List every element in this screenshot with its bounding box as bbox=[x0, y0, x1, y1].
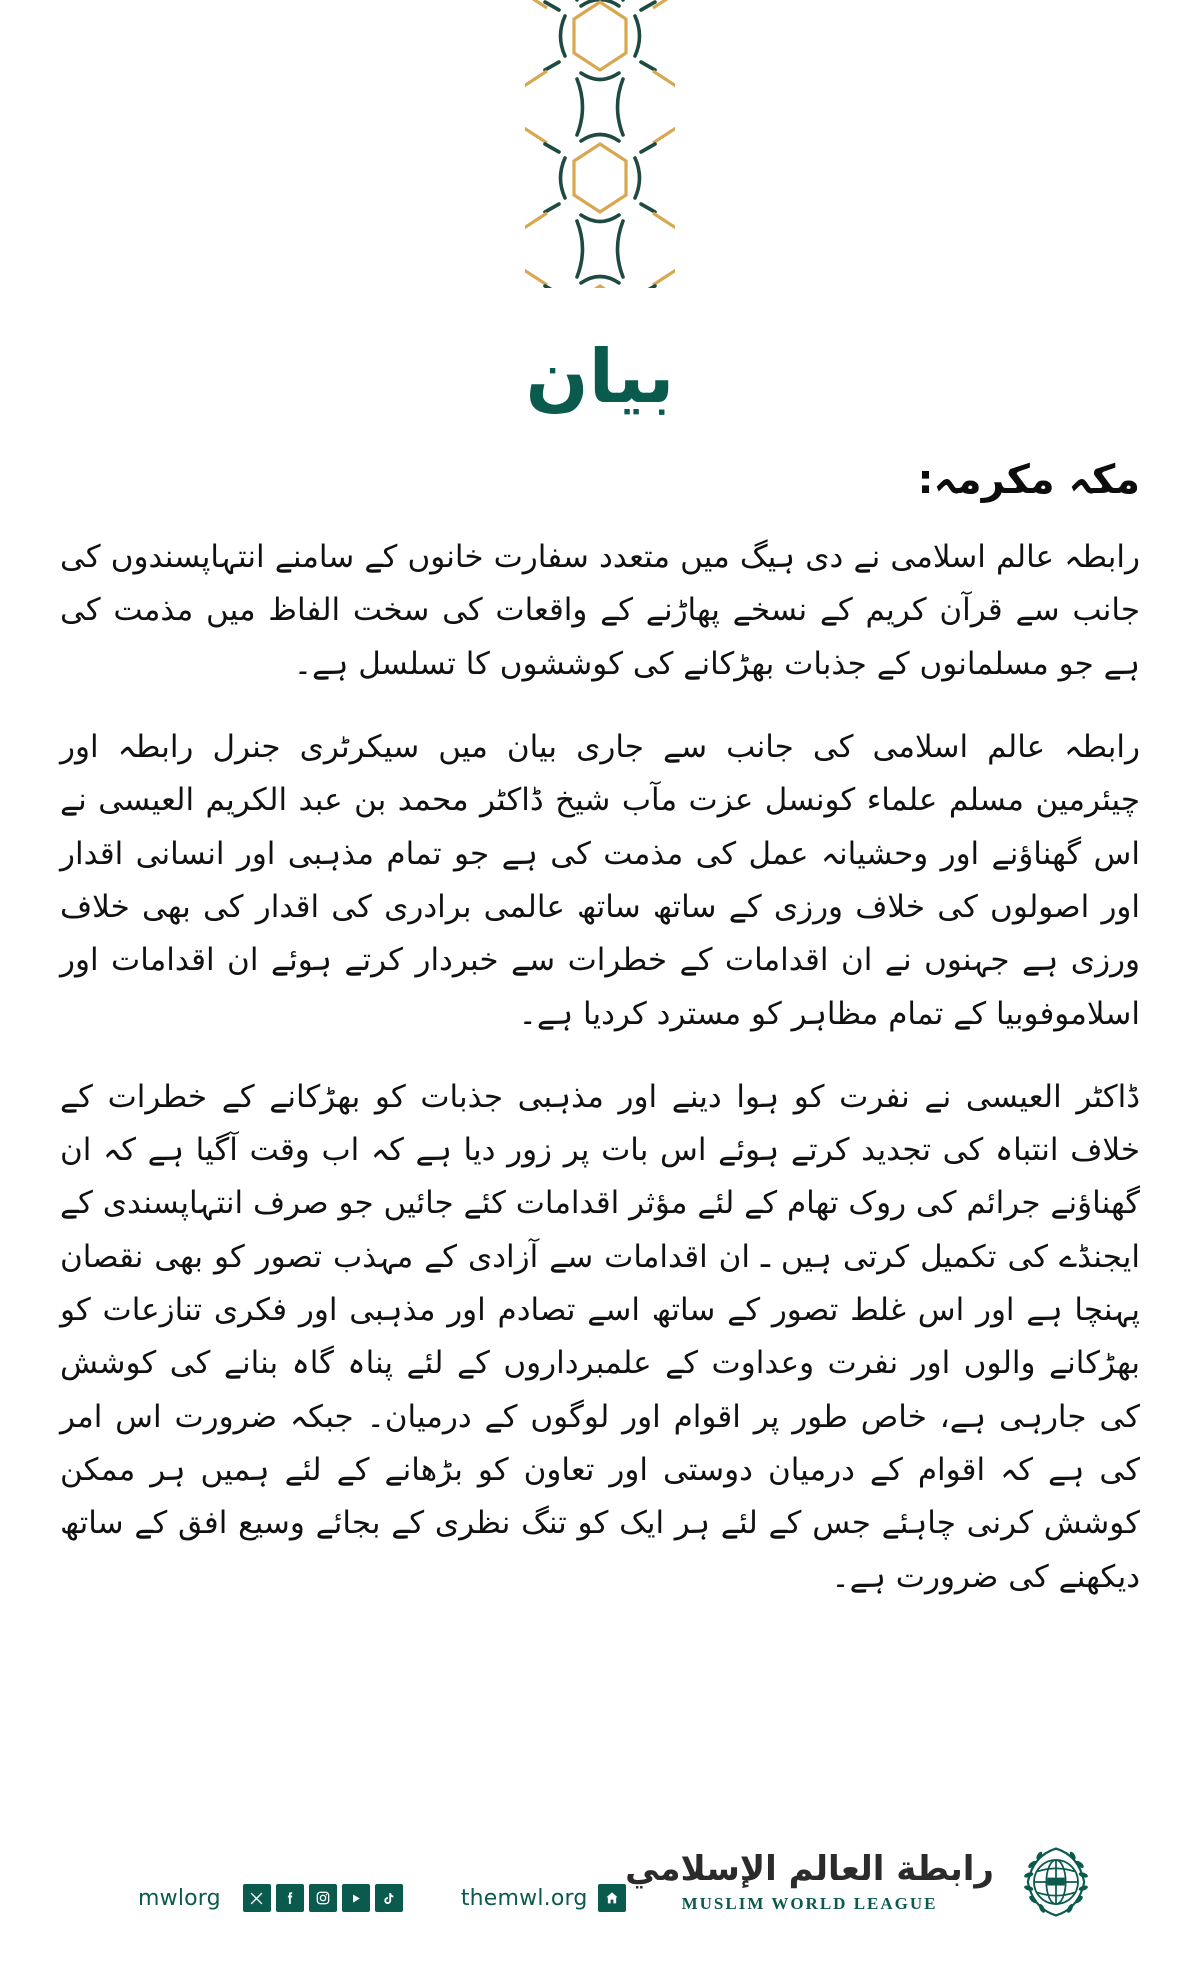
page-title: بيان bbox=[525, 334, 675, 420]
instagram-icon[interactable] bbox=[309, 1884, 337, 1912]
logo-arabic-name: رابطة العالم الإسلامي bbox=[625, 1849, 994, 1890]
logo-english-name: MUSLIM WORLD LEAGUE bbox=[681, 1893, 938, 1913]
tiktok-icon[interactable] bbox=[375, 1884, 403, 1912]
website-label: themwl.org bbox=[460, 1885, 588, 1911]
social-handle: mwlorg bbox=[138, 1885, 221, 1911]
youtube-icon[interactable] bbox=[342, 1884, 370, 1912]
mwl-logo bbox=[625, 1838, 1100, 1926]
top-ornament-band bbox=[525, 0, 675, 288]
statement-body bbox=[60, 455, 1140, 1604]
ornament-pattern bbox=[525, 0, 675, 288]
social-icon-list bbox=[243, 1884, 403, 1912]
paragraph-2: رابطہ عالم اسلامی کی جانب سے جاری بیان میں سیکرٹری جنرل رابطہ اور چیئرمین مسلم علماء کونسل عزت مآب شیخ ڈاکٹر محمد بن عبد الکریم العیسی نے اس گھناؤنے اور وحشیانہ عمل کی مذمت کی ہے جو تمام مذہبی اور انسانی اقدار اور اصولوں کی خلاف ورزی کے ساتھ ساتھ عالمی برادری کی اقدار کی بھی خلاف ورزی ہے جہنوں نے ان اقدامات کے خطرات سے خبردار کرتے ہوئے ان اقدامات اور اسلاموفوبیا کے تمام مظاہر کو مسترد کردیا ہے۔ bbox=[60, 728, 1140, 1032]
paragraph-3: ڈاکٹر العیسی نے نفرت کو ہوا دینے اور مذہبی جذبات کو بھڑکانے کے خطرات کے خلاف انتباہ کی تجدید کرتے ہوئے اس بات پر زور دیا ہے کہ اب وقت آگیا ہے کہ ان گھناؤنے جرائم کی روک تھام کے لئے مؤثر اقدامات کئے جائیں جو صرف انتہاپسندی کے ایجنڈے کی تکمیل کرتی ہیں ـ ان اقدامات سے آزادی کے مہذب تصور کو بھی نقصان پہنچا ہے اور اس غلط تصور کے ساتھ اسے تصادم اور مذہبی اور فکری تنازعات کو بھڑکانے والوں اور نفرت وعداوت کے علمبرداروں کے لئے پناہ گاہ بنانے کی کوشش کی جارہی ہے، خاص طور پر اقوام اور لوگوں کے درمیان۔ جبکہ ضرورت اس امر کی ہے کہ اقوام کے درمیان دوستی اور تعاون کو بڑھانے کے لئے ہمیں ہر ممکن کوشش کرنی چاہئے جس کے لئے ہر ایک کو تنگ نظری کے بجائے وسیع افق کے ساتھ دیکھنے کی ضرورت ہے۔ bbox=[60, 1078, 1140, 1595]
home-icon[interactable] bbox=[598, 1884, 626, 1912]
dateline: مکہ مکرمہ: bbox=[917, 457, 1140, 503]
x-twitter-icon[interactable] bbox=[243, 1884, 271, 1912]
logo-wordmark bbox=[625, 1850, 994, 1913]
page-footer bbox=[0, 1794, 1200, 1974]
paragraph-1: رابطہ عالم اسلامی نے دی ہیگ میں متعدد سفارت خانوں کے سامنے انتہاپسندوں کی جانب سے قرآن کریم کے نسخے پھاڑنے کے واقعات کی سخت الفاظ میں مذمت کی ہے جو مسلمانوں کے جذبات بھڑکانے کی کوششوں کا تسلسل ہے۔ bbox=[60, 539, 1140, 682]
social-strip bbox=[138, 1884, 626, 1912]
globe-wreath-emblem bbox=[1012, 1838, 1100, 1926]
facebook-icon[interactable] bbox=[276, 1884, 304, 1912]
title-block bbox=[0, 334, 1200, 420]
website-group[interactable] bbox=[461, 1884, 626, 1912]
